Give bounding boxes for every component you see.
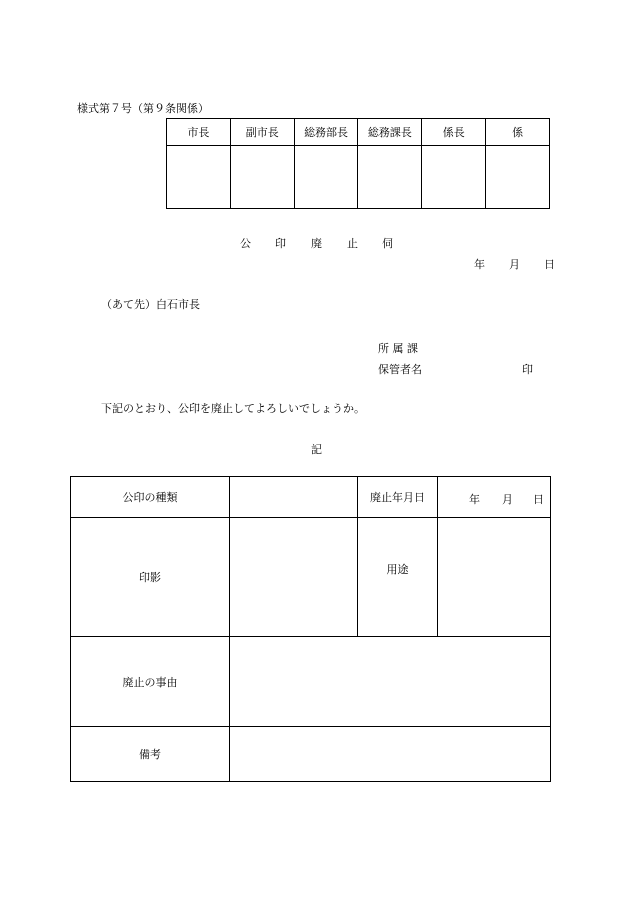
approval-stamp-box[interactable]	[167, 146, 231, 209]
section-label: 所 属 課	[378, 342, 418, 355]
seal-type-label: 公印の種類	[71, 477, 230, 518]
usage-label: 用途	[358, 518, 438, 637]
title-char: 公	[240, 237, 251, 250]
approval-header-staff: 係	[486, 119, 550, 146]
approval-stamp-box[interactable]	[422, 146, 486, 209]
reason-label: 廃止の事由	[71, 637, 230, 727]
title-char: 廃	[311, 237, 322, 250]
abolish-date-day: 日	[533, 493, 544, 506]
seal-mark: 印	[522, 363, 533, 376]
abolish-date-month: 月	[502, 493, 513, 506]
ki-heading: 記	[311, 443, 322, 456]
usage-field[interactable]	[438, 518, 551, 637]
date-year: 年	[474, 258, 485, 271]
approval-header-general-affairs-chief: 総務課長	[358, 119, 422, 146]
approval-stamp-box[interactable]	[294, 146, 358, 209]
approval-stamp-box[interactable]	[358, 146, 422, 209]
remarks-field[interactable]	[230, 727, 551, 782]
abolish-date-year: 年	[469, 493, 480, 506]
approval-header-general-affairs-director: 総務部長	[294, 119, 358, 146]
date-day: 日	[544, 258, 555, 271]
approval-header-section-chief: 係長	[422, 119, 486, 146]
date-month: 月	[509, 258, 520, 271]
body-text: 下記のとおり、公印を廃止してよろしいでしょうか。	[101, 402, 365, 415]
remarks-label: 備考	[71, 727, 230, 782]
approval-stamp-box[interactable]	[486, 146, 550, 209]
details-table	[70, 476, 551, 782]
approval-stamp-table	[166, 118, 550, 209]
title-char: 止	[347, 237, 358, 250]
title-char: 伺	[382, 237, 393, 250]
approval-header-deputy-mayor: 副市長	[230, 119, 294, 146]
form-id: 様式第７号（第９条関係）	[77, 102, 209, 115]
seal-type-field[interactable]	[230, 477, 358, 518]
impression-field[interactable]	[230, 518, 358, 637]
approval-header-mayor: 市長	[167, 119, 231, 146]
impression-label: 印影	[71, 518, 230, 637]
title-char: 印	[275, 237, 286, 250]
reason-field[interactable]	[230, 637, 551, 727]
approval-stamp-box[interactable]	[230, 146, 294, 209]
abolish-date-field[interactable]	[438, 477, 551, 518]
abolish-date-label: 廃止年月日	[358, 477, 438, 518]
addressee: （あて先）白石市長	[101, 298, 200, 311]
custodian-label: 保管者名	[378, 363, 422, 376]
